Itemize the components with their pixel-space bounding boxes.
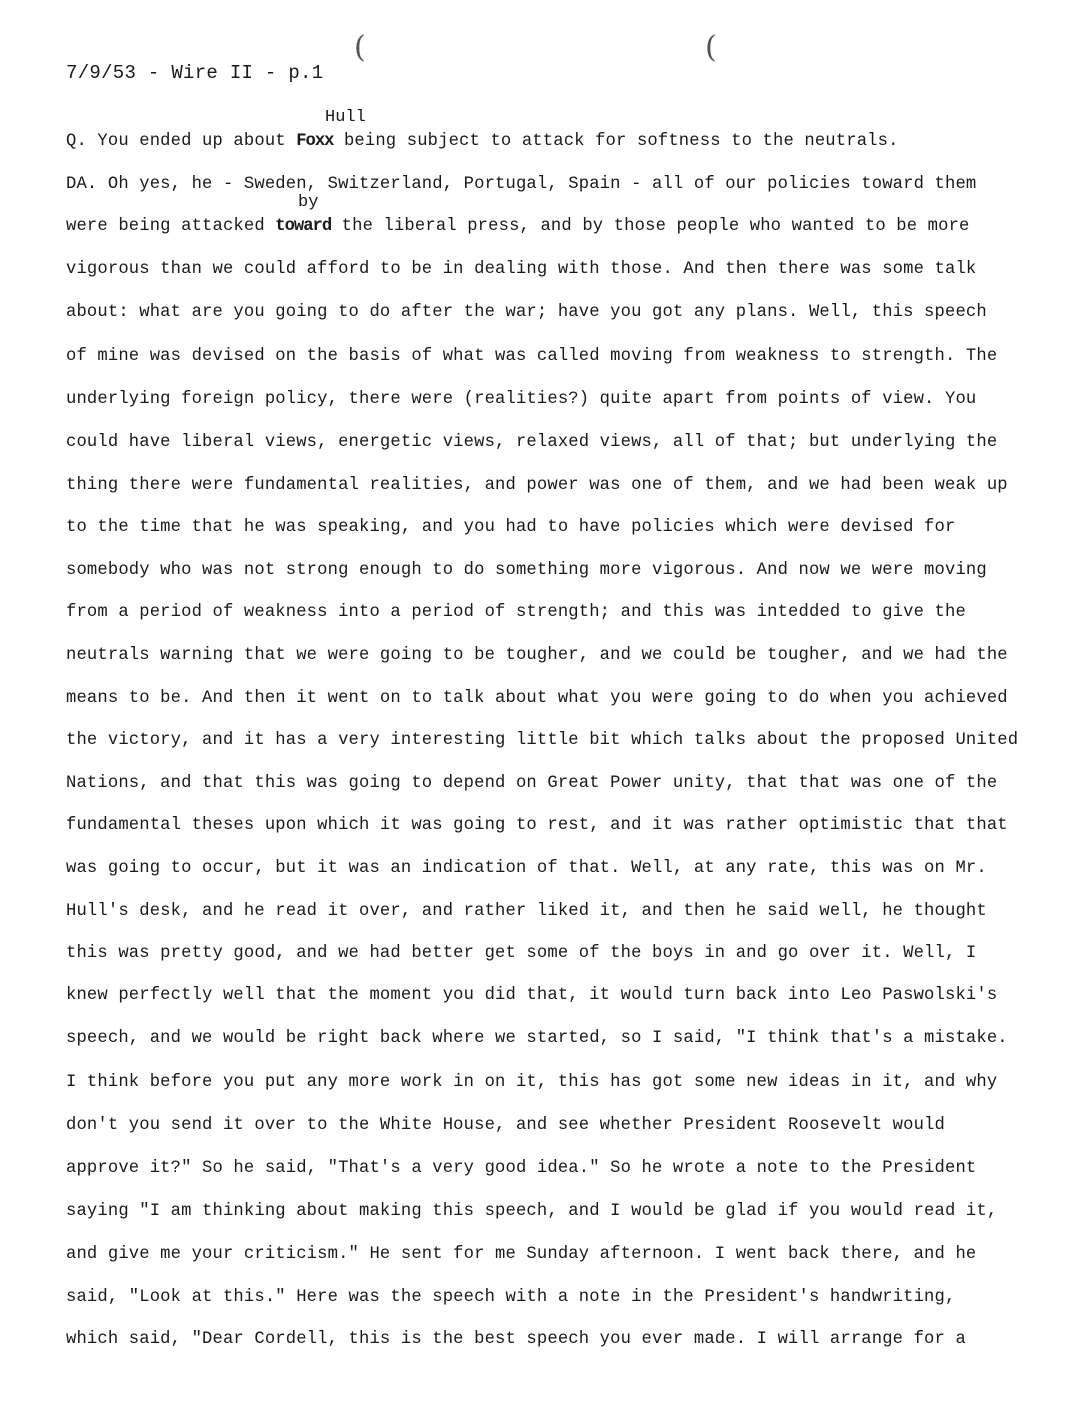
text-line-16: Nations, and that this was going to depend on Great Power unity, that that was one of the: [66, 774, 998, 793]
text-line-19: Hull's desk, and he read it over, and rather liked it, and then he said well, he thought: [66, 902, 987, 921]
text-line-17: fundamental theses upon which it was going to rest, and it was rather optimistic that that: [66, 816, 1008, 835]
insertion-hull: Hull: [325, 108, 366, 127]
text-line-10: to the time that he was speaking, and you had to have policies which were devised for: [66, 518, 956, 537]
line-3-end: the liberal press, and by those people who wanted to be more: [331, 217, 970, 236]
line-1-start: Q. You ended up about: [66, 132, 297, 151]
text-line-7: underlying foreign policy, there were (realities?) quite apart from points of view. You: [66, 390, 977, 409]
text-line-27: and give me your criticism." He sent for me Sunday afternoon. I went back there, and he: [66, 1245, 977, 1264]
text-line-23: I think before you put any more work in on it, this has got some new ideas in it, and why: [66, 1073, 998, 1092]
text-line-29: which said, "Dear Cordell, this is the best speech you ever made. I will arrange for a: [66, 1330, 966, 1349]
text-line-28: said, "Look at this." Here was the speech with a note in the President's handwriting,: [66, 1288, 956, 1307]
struck-word-1: Foxx: [296, 132, 334, 151]
text-line-4: vigorous than we could afford to be in dealing with those. And then there was some talk: [66, 260, 977, 279]
text-line-21: knew perfectly well that the moment you did that, it would turn back into Leo Paswolski's: [66, 986, 998, 1005]
text-line-24: don't you send it over to the White House, and see whether President Roosevelt would: [66, 1116, 945, 1135]
struck-word-3: toward: [275, 217, 332, 236]
text-line-9: thing there were fundamental realities, and power was one of them, and we had been weak up: [66, 476, 1008, 495]
text-line-8: could have liberal views, energetic views, relaxed views, all of that; but underlying the: [66, 433, 998, 452]
text-line-15: the victory, and it has a very interesting little bit which talks about the proposed United: [66, 731, 1019, 750]
text-line-14: means to be. And then it went on to talk about what you were going to do when you achieved: [66, 689, 1008, 708]
text-line-1: [66, 132, 899, 151]
text-line-6: of mine was devised on the basis of what was called moving from weakness to strength. The: [66, 347, 998, 366]
page-header: 7/9/53 - Wire II - p.1: [66, 62, 324, 84]
text-line-13: neutrals warning that we were going to be tougher, and we could be tougher, and we had the: [66, 646, 1008, 665]
text-line-18: was going to occur, but it was an indication of that. Well, at any rate, this was on Mr.: [66, 859, 987, 878]
text-line-20: this was pretty good, and we had better get some of the boys in and go over it. Well, I: [66, 944, 977, 963]
text-line-3: [66, 217, 970, 236]
text-line-12: from a period of weakness into a period of strength; and this was intedded to give the: [66, 603, 966, 622]
line-1-end: being subject to attack for softness to the neutrals.: [333, 132, 899, 151]
text-line-25: approve it?" So he said, "That's a very good idea." So he wrote a note to the President: [66, 1159, 977, 1178]
text-line-5: about: what are you going to do after the war; have you got any plans. Well, this speech: [66, 303, 987, 322]
text-line-11: somebody who was not strong enough to do something more vigorous. And now we were moving: [66, 561, 987, 580]
line-3-start: were being attacked: [66, 217, 276, 236]
text-line-22: speech, and we would be right back where we started, so I said, "I think that's a mistake.: [66, 1029, 1008, 1048]
punch-hole-mark-right: (: [705, 30, 717, 65]
text-line-2: DA. Oh yes, he - Sweden, Switzerland, Portugal, Spain - all of our policies toward them: [66, 175, 977, 194]
punch-hole-mark-left: (: [354, 30, 366, 65]
text-line-26: saying "I am thinking about making this speech, and I would be glad if you would read it,: [66, 1202, 998, 1221]
insertion-by: by: [298, 193, 319, 212]
